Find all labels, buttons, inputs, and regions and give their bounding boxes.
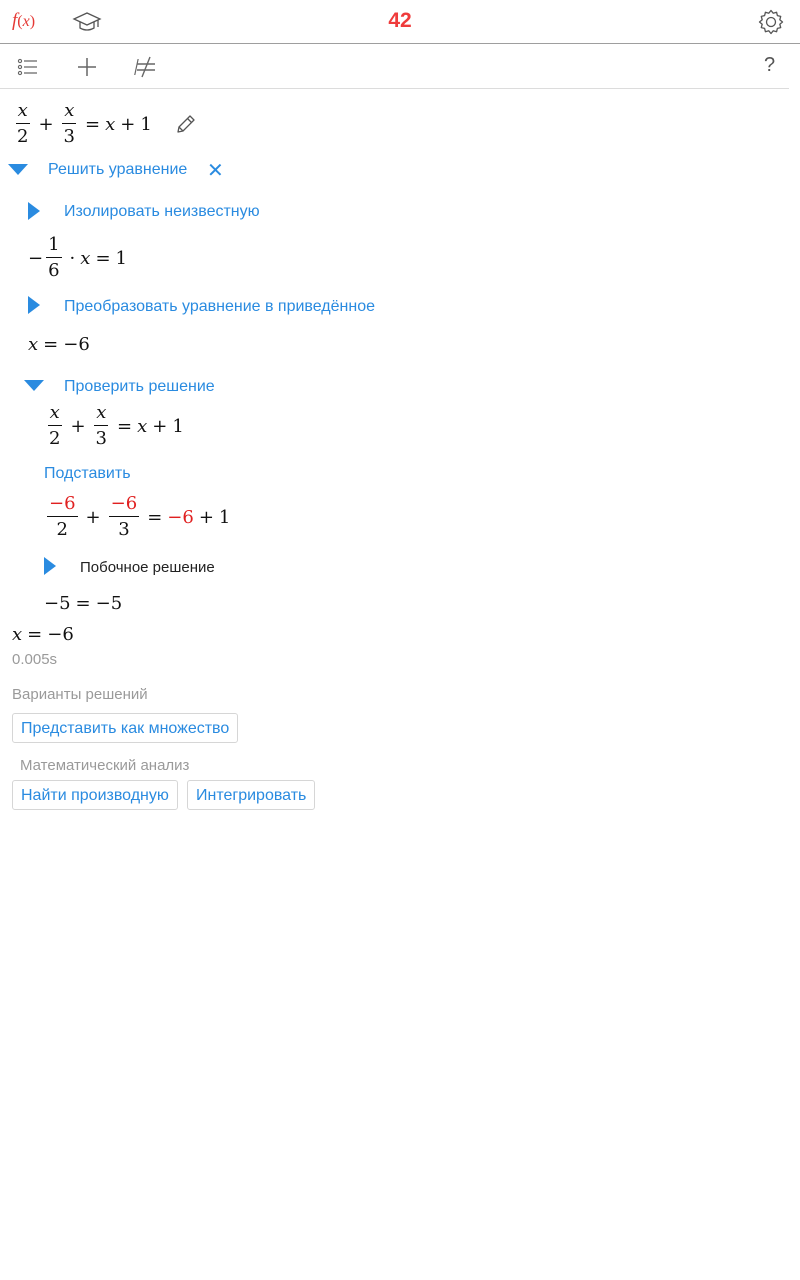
normalize-result: [28, 334, 90, 355]
eq-equals: =: [85, 113, 101, 135]
side-eq: =: [75, 593, 91, 614]
side-solution-expand-icon[interactable]: [44, 557, 56, 575]
final-result: [12, 624, 74, 645]
check-den1: 2: [49, 428, 61, 449]
result-eq: =: [27, 624, 43, 645]
normalize-eq: =: [43, 334, 59, 355]
not-equal-icon[interactable]: [134, 55, 158, 79]
calculus-label: Математический анализ: [20, 757, 190, 774]
eq-rhs-const: 1: [140, 113, 152, 135]
gear-icon[interactable]: [758, 9, 784, 35]
check-den2: 3: [95, 428, 107, 449]
isolate-result: [28, 236, 127, 280]
main-equation[interactable]: [12, 102, 152, 146]
check-collapse-icon[interactable]: [24, 380, 44, 391]
compute-time: 0.005s: [12, 651, 58, 668]
eq-den1: 2: [17, 126, 29, 147]
help-button[interactable]: ?: [764, 54, 776, 76]
eq-den2: 3: [63, 126, 75, 147]
integrate-button[interactable]: Интегрировать: [187, 780, 315, 810]
eq-num1: x: [16, 102, 30, 124]
check-rhs-var: x: [137, 415, 148, 437]
sub-eq: =: [147, 506, 163, 528]
represent-as-set-button[interactable]: Представить как множество: [12, 713, 238, 743]
isolate-expand-icon[interactable]: [28, 202, 40, 220]
side-result: [44, 593, 122, 614]
isolate-step-label[interactable]: Изолировать неизвестную: [64, 203, 260, 220]
eq-plus: +: [38, 113, 54, 135]
find-derivative-button[interactable]: Найти производную: [12, 780, 178, 810]
normalize-var: x: [28, 334, 39, 355]
sub-rhs-val: −6: [167, 506, 194, 528]
isolate-minus: −: [28, 247, 44, 269]
normalize-expand-icon[interactable]: [28, 296, 40, 314]
check-num1: x: [48, 404, 62, 426]
pencil-icon[interactable]: [174, 112, 198, 136]
check-rhs-plus: +: [152, 415, 168, 437]
result-val: −6: [47, 624, 74, 645]
normalize-val: −6: [63, 334, 90, 355]
side-lhs: −5: [44, 593, 71, 614]
substituted-equation: [44, 495, 230, 539]
result-var: x: [12, 624, 23, 645]
logo-open-paren: (: [17, 13, 23, 30]
eq-rhs-var: x: [105, 113, 116, 135]
isolate-dot: ·: [69, 247, 76, 269]
top-bar: [0, 0, 800, 44]
isolate-den: 6: [48, 260, 60, 281]
solve-collapse-icon[interactable]: [8, 164, 28, 175]
logo-close-paren: ): [29, 13, 36, 30]
solve-equation-label[interactable]: Решить уравнение: [48, 161, 188, 178]
eq-num2: x: [62, 102, 76, 124]
logo-var: x: [22, 13, 30, 30]
sub-rhs-plus: +: [198, 506, 214, 528]
side-solution-label[interactable]: Побочное решение: [80, 559, 215, 576]
list-icon[interactable]: [16, 55, 40, 79]
isolate-eq: =: [95, 247, 111, 269]
close-icon[interactable]: ✕: [207, 160, 224, 182]
check-num2: x: [94, 404, 108, 426]
plus-icon[interactable]: [75, 55, 99, 79]
isolate-var: x: [80, 247, 91, 269]
sub-num2: −6: [109, 495, 140, 517]
score-counter: 42: [388, 9, 412, 32]
check-step-label[interactable]: Проверить решение: [64, 378, 215, 395]
sub-num1: −6: [47, 495, 78, 517]
check-plus: +: [70, 415, 86, 437]
isolate-num: 1: [46, 236, 61, 258]
solution-variants-label: Варианты решений: [12, 686, 148, 703]
sub-den1: 2: [56, 519, 68, 540]
toolbar: [0, 44, 789, 89]
isolate-val: 1: [115, 247, 127, 269]
sub-plus: +: [85, 506, 101, 528]
check-eq: =: [117, 415, 133, 437]
eq-rhs-plus: +: [120, 113, 136, 135]
check-rhs-const: 1: [172, 415, 184, 437]
substitute-label[interactable]: Подставить: [44, 465, 131, 482]
logo-f: f: [12, 10, 18, 31]
side-rhs: −5: [95, 593, 123, 614]
normalize-step-label[interactable]: Преобразовать уравнение в приведённое: [64, 298, 375, 315]
sub-rhs-const: 1: [218, 506, 231, 528]
check-equation: [44, 404, 184, 448]
sub-den2: 3: [118, 519, 130, 540]
